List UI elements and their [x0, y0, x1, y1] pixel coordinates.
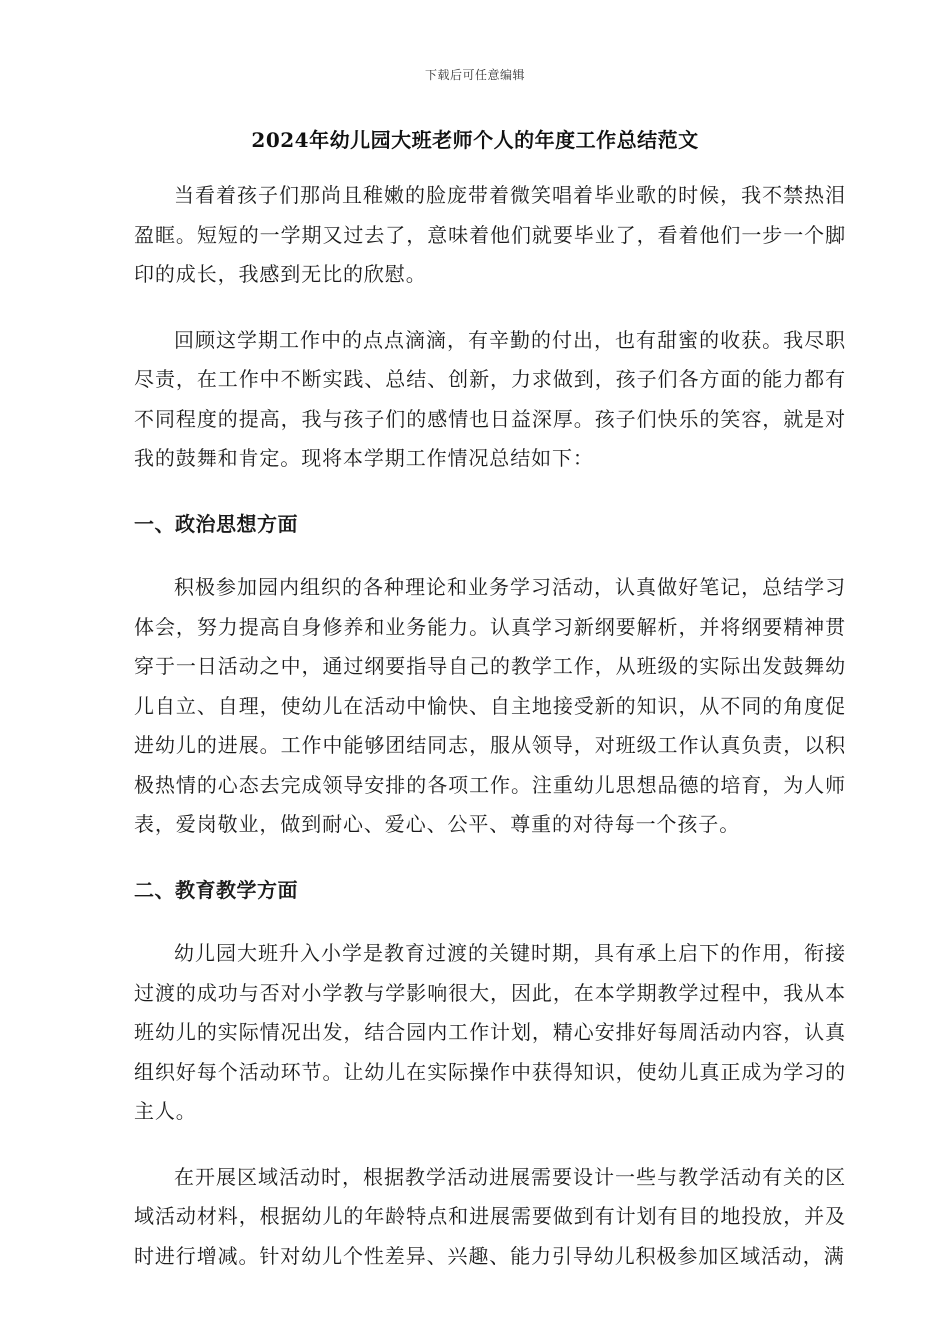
section-heading-education: 二、教育教学方面: [134, 877, 298, 902]
header-note: 下载后可任意编辑: [424, 68, 525, 82]
document-title: 2024年幼儿园大班老师个人的年度工作总结范文: [251, 128, 699, 152]
section-education-paragraph-2: 在开展区域活动时，根据教学活动进展需要设计一些与教学活动有关的区域活动材料，根据幼儿的年龄特点和进展需要做到有计划有目的地投放，并及时进行增减。针对幼儿个性差异、兴趣、能力引导幼儿积极参加区域活动，满: [134, 1164, 846, 1268]
intro-paragraph-2: 回顾这学期工作中的点点滴滴，有辛勤的付出，也有甜蜜的收获。我尽职尽责，在工作中不断实践、总结、创新，力求做到，孩子们各方面的能力都有不同程度的提高，我与孩子们的感情也日益深厚。孩子们快乐的笑容，就是对我的鼓舞和肯定。现将本学期工作情况总结如下：: [134, 327, 846, 470]
intro-paragraph-1: 当看着孩子们那尚且稚嫩的脸庞带着微笑唱着毕业歌的时候，我不禁热泪盈眶。短短的一学期又过去了，意味着他们就要毕业了，看着他们一步一个脚印的成长，我感到无比的欣慰。: [134, 183, 846, 286]
document-body: [134, 176, 846, 1302]
section-heading-political: 一、政治思想方面: [134, 511, 298, 536]
section-education-paragraph-1: 幼儿园大班升入小学是教育过渡的关键时期，具有承上启下的作用，衔接过渡的成功与否对小学教与学影响很大，因此，在本学期教学过程中，我从本班幼儿的实际情况出发，结合园内工作计划，精心安排好每周活动内容，认真组织好每个活动环节。让幼儿在实际操作中获得知识，使幼儿真正成为学习的主人。: [134, 941, 846, 1123]
section-political-paragraph-1: 积极参加园内组织的各种理论和业务学习活动，认真做好笔记，总结学习体会，努力提高自身修养和业务能力。认真学习新纲要解析，并将纲要精神贯穿于一日活动之中，通过纲要指导自己的教学工作，从班级的实际出发鼓舞幼儿自立、自理，使幼儿在活动中愉快、自主地接受新的知识，从不同的角度促进幼儿的进展。工作中能够团结同志，服从领导，对班级工作认真负责，以积极热情的心态去完成领导安排的各项工作。注重幼儿思想品德的培育，为人师表，爱岗敬业，做到耐心、爱心、公平、尊重的对待每一个孩子。: [134, 575, 846, 836]
